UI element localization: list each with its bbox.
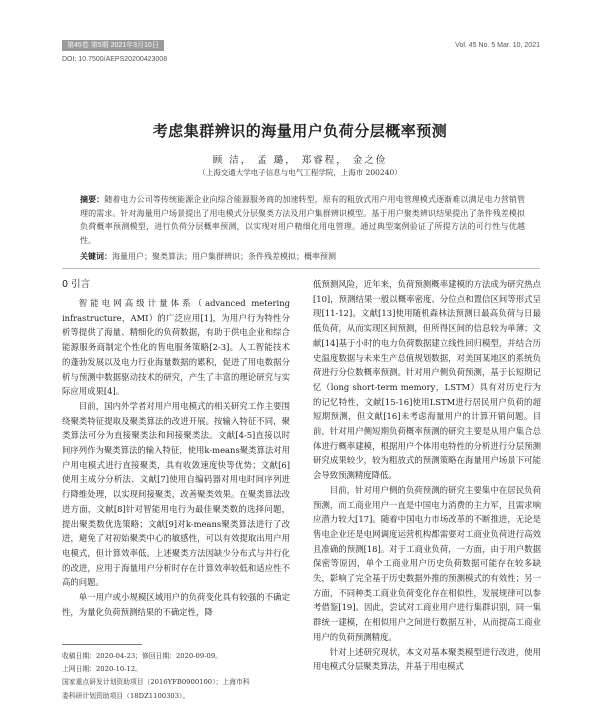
paragraph: 针对上述研究现状，本文对基本聚类模型进行改进，使用用电模式分层聚类算法，并基于用电模式 (313, 646, 541, 672)
paragraph: 智能电网高级计量体系（advanced metering infrastructure，AMI）的广泛应用[1]，为用户行为特性分析等提供了海量、精细化的负荷数据，有助于供电企业和综合能源服务商制定个性化的售电服务策略[2-3]。人工智能技术的蓬勃发展以及电力行业海量数据的累积，促进了用电数据分析与预测中数据驱动技术的研究，产生了丰富的理论研究与实际应用成果[4]。 (62, 298, 290, 397)
affiliation: （上海交通大学电子信息与电气工程学院，上海市 200240） (198, 168, 402, 177)
abstract-text: 随着电力公司等传统能源企业向综合能源服务商的加速转型，原有的粗放式用户用电管理模式逐渐难以满足电力营销管理的需求。针对海量用户场景提出了用电模式分层聚类方法及用户集群辨识模型。基于用户聚类辨识结果提出了条件残差模拟负荷概率预测模型，进行负荷分层概率预测，以实现对用户精细化用电管理。通过典型案例验证了所提方法的可行性与优越性。 (80, 195, 525, 245)
keywords-text: 海量用户；聚类算法；用户集群辨识；条件残差模拟；概率预测 (112, 252, 336, 261)
keywords (80, 250, 525, 263)
journal-header (62, 40, 540, 52)
paragraph: 目前，国内外学者对用户用电模式的相关研究工作主要围绕聚类特征提取及聚类算法的改进开展。按输入特征不同，聚类算法可分为直接聚类法和间接聚类法。文献[4-5]直接以时间序列作为聚类算法的输入特征，使用k-means聚类算法对用户用电模式进行直接聚类，具有收敛速度快等优势；文献[6]使用主成分分析法、文献[7]使用自编码器对用电时间序列进行降维处理，以实现间接聚类，改善聚类效果。在聚类算法改进方面，文献[8]针对智能用电行为最佳聚类数的选择问题，提出聚类数优选策略；文献[9]对k-means聚类算法进行了改进，避免了对初始聚类中心的敏感性，可以有效提取出用户用电模式，但计算效率低。上述聚类方法因缺少分布式与并行化的改进，应用于海量用户分析时存在计算效率较低和适应性不高的问题。 (62, 400, 290, 588)
authors: 顾 洁， 孟 璐， 郑睿程， 金之俭 (212, 155, 388, 166)
abstract (80, 193, 525, 247)
footnote: 委科研计划资助项目（18DZ1100303）。 (62, 691, 190, 700)
section-heading: 0 引言 (62, 279, 91, 290)
footnote-divider (62, 644, 142, 645)
paragraph: 目前，针对用户侧的负荷预测的研究主要集中在居民负荷预测，而工商业用户一直是中国电力消费的主力军，且需求响应潜力较大[17]。随着中国电力市场改革的不断推进，无论是售电企业还是电网调度运营机构都需要对工商业负荷进行高效且准确的预测[18]。对于工商业负荷，一方面，由于用户数据保密等原因，单个工商业用户历史负荷数据可能存在较多缺失，影响了完全基于历史数据外推的预测模式的有效性；另一方面，不同种类工商业负荷变化存在相似性，发展规律可以参考借鉴[19]。因此，尝试对工商业用户进行集群识别，同一集群统一建模，在相似用户之间进行数据互补，从而提高工商业用户的负荷预测精度。 (313, 484, 541, 642)
left-column (62, 277, 290, 619)
footnotes (62, 650, 290, 703)
footnote: 国家重点研发计划资助项目（2016YFB0900100）；上海市科 (62, 678, 250, 687)
issue-label: 第45卷 第5期 2021年3月10日 (62, 40, 164, 51)
keywords-label: 关键词： (80, 252, 112, 261)
right-column (313, 277, 541, 674)
footnote: 收稿日期：2020-04-23；修回日期：2020-09-09。 (62, 652, 222, 660)
volume-label: Vol. 45 No. 5 Mar. 10, 2021 (455, 42, 540, 49)
footnote: 上网日期：2020-10-12。 (62, 665, 142, 674)
divider (62, 268, 540, 269)
paper-title: 考虑集群辨识的海量用户负荷分层概率预测 (152, 122, 448, 140)
doi[interactable]: DOI: 10.7500/AEPS20200423008 (62, 56, 168, 63)
abstract-label: 摘要： (80, 195, 105, 204)
paragraph: 低预测风险，近年来，负荷预测概率建模的方法成为研究热点[10]，预测结果一般以概率密度、分位点和置信区间等形式呈现[11-12]。文献[13]使用随机森林法预测日最高负荷与日最低负荷，从而实现区间预测，但所得区间的信息较为单薄；文献[14]基于小时的电力负荷数据建立线性回归模型，并结合历史温度数据与未来生产总值规划数据，对美国某地区的系统负荷进行分位数概率预测。针对用户侧负荷预测，基于长短期记忆（long short-term memory，LSTM）具有对历史行为的记忆特性，文献[15-16]使用LSTM进行居民用户负荷的超短期预测，但文献[16]未考虑海量用户的计算开销问题。目前，针对用户侧短期负荷概率预测的研究主要是从用户集合总体进行概率建模，根据用户个体用电特性的分析进行分层预测研究成果较少，较为粗放式的预测策略在海量用户场景下可能会导致预测精度降低。 (313, 279, 541, 481)
paragraph: 单一用户或小规模区域用户的负荷变化具有较强的不确定性，为量化负荷预测结果的不确定性，降 (62, 592, 290, 617)
